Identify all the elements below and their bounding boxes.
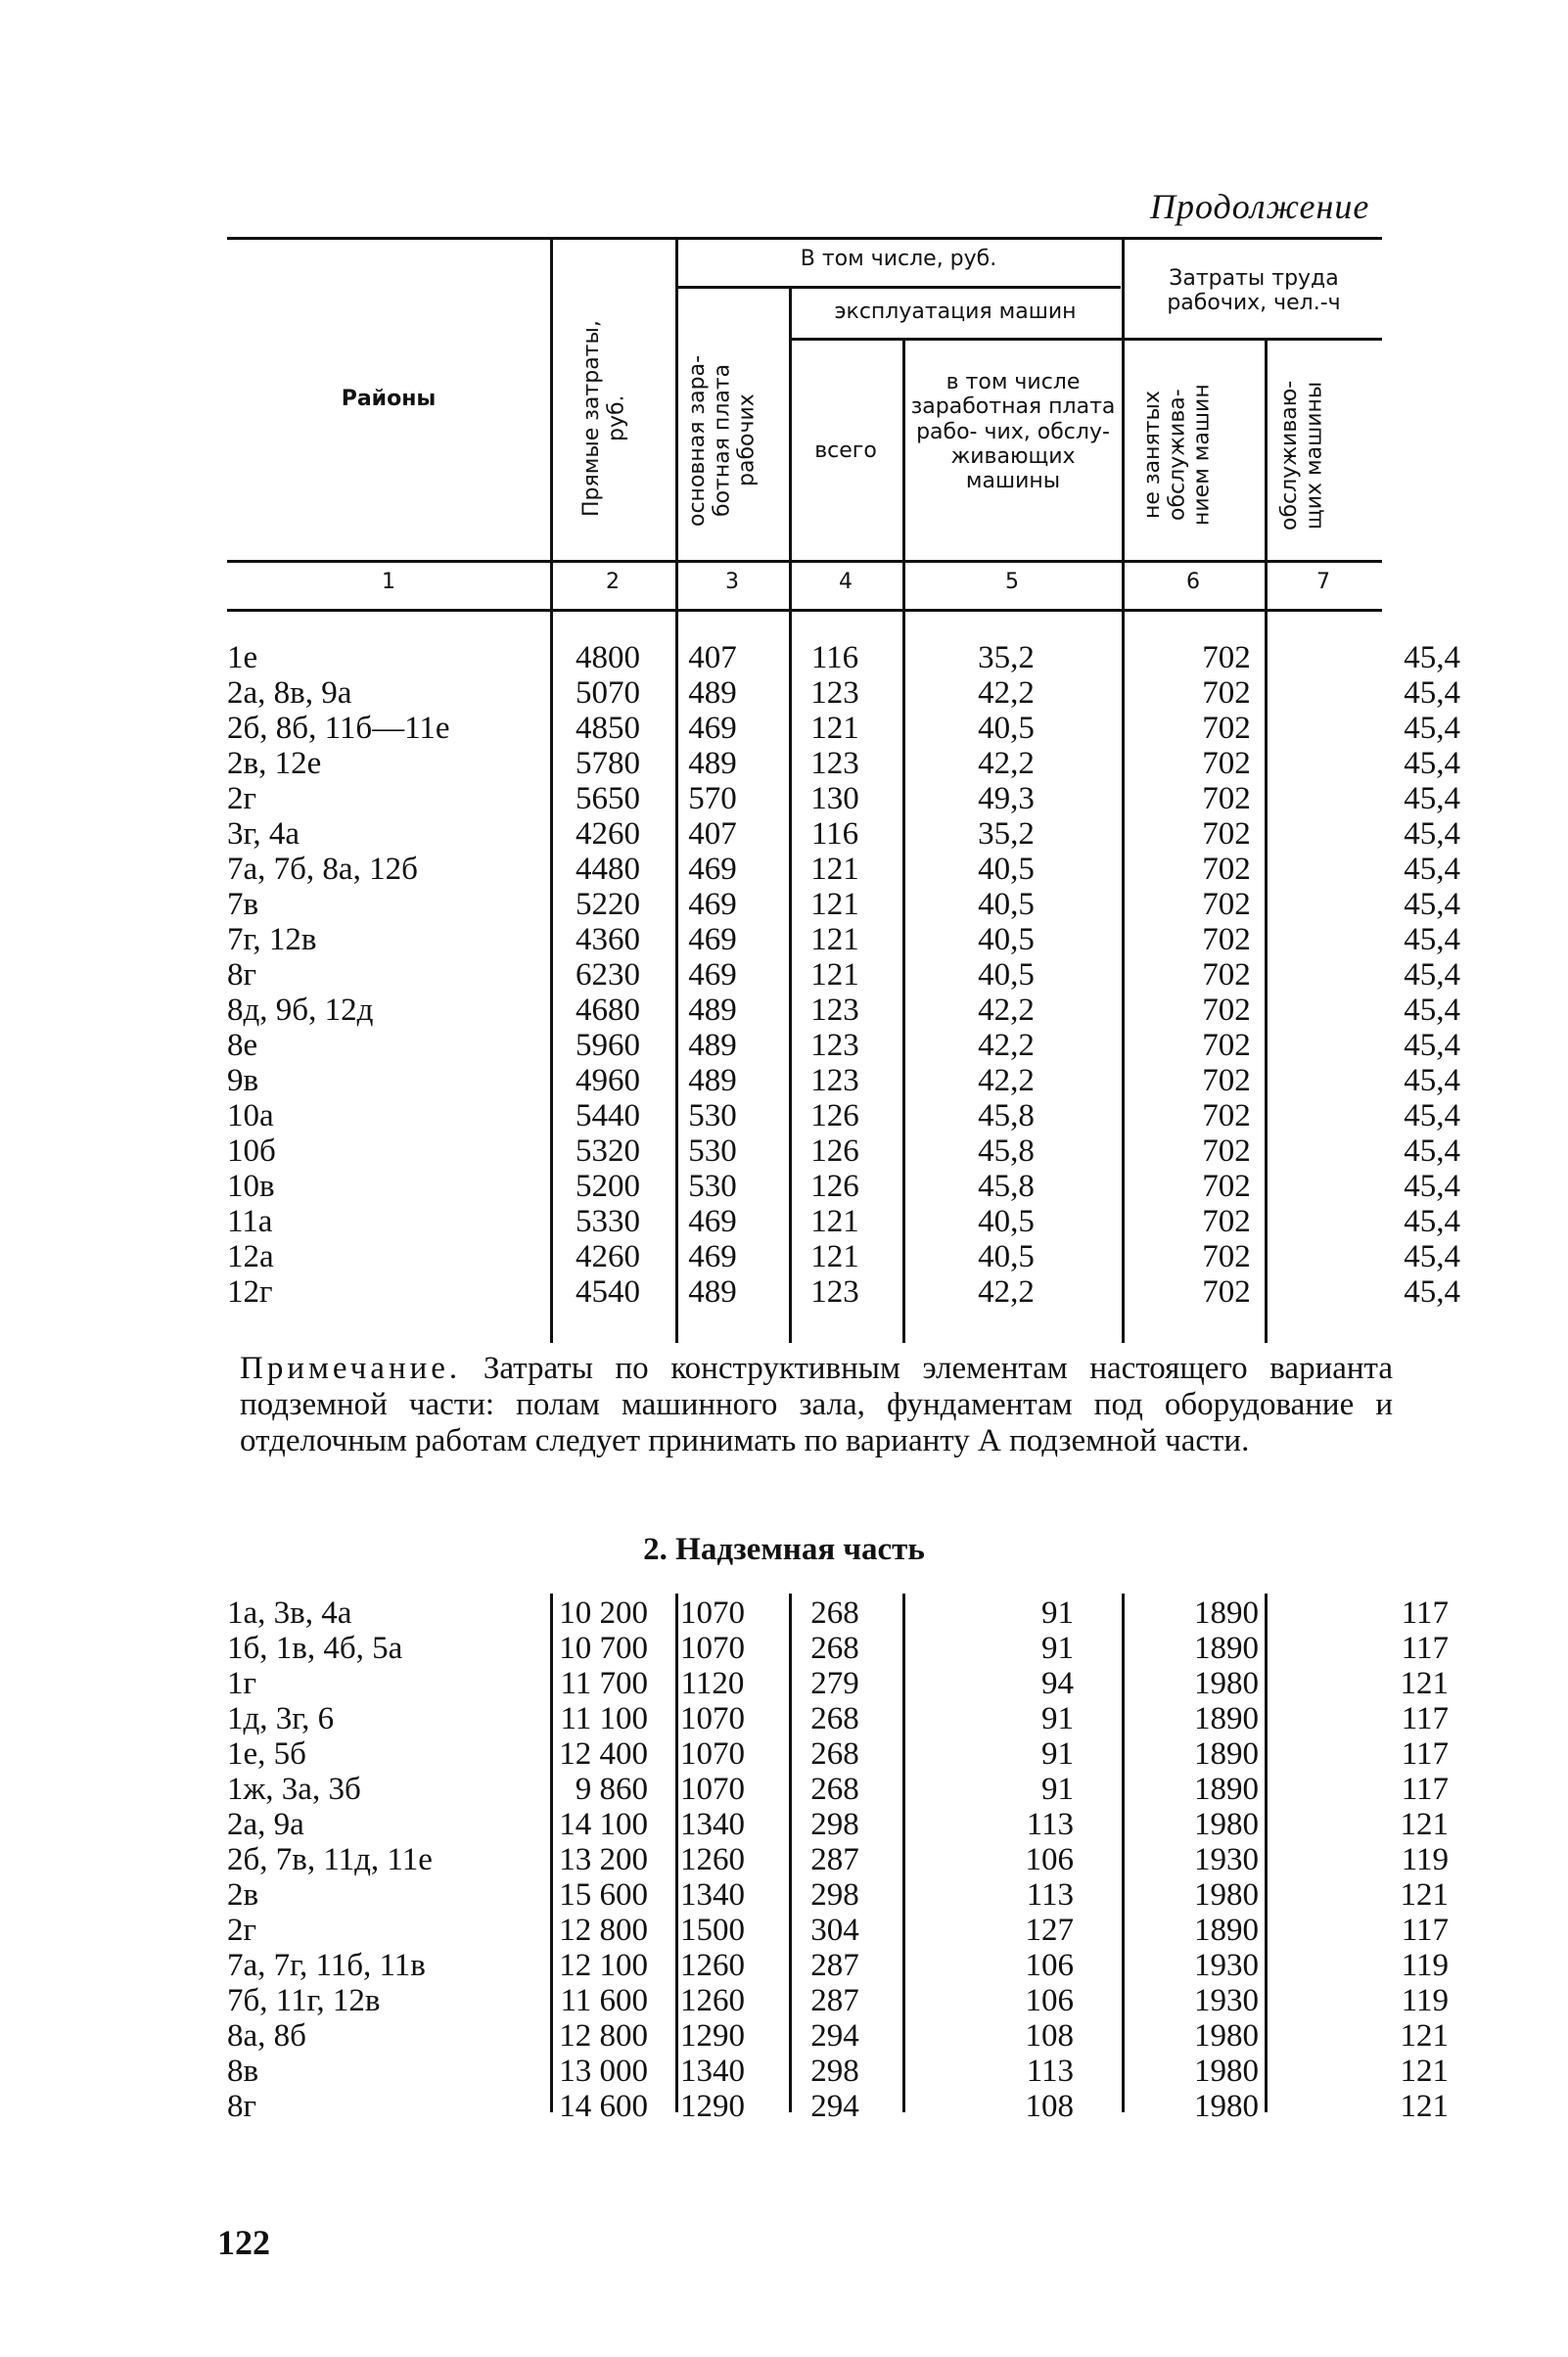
cell-wage: 489 (688, 1063, 737, 1098)
cell-wage: 1070 (680, 1631, 745, 1666)
cell-direct: 4680 (576, 993, 640, 1028)
cell-total: 294 (810, 2089, 859, 2124)
cell-labor-other: 1890 (1194, 1595, 1259, 1631)
cell-region: 1ж, 3а, 3б (227, 1772, 361, 1807)
col-number-4: 4 (839, 570, 853, 594)
cell-region: 1е (227, 640, 258, 675)
cell-region: 2а, 9а (227, 1807, 304, 1842)
cell-region: 2г (227, 1913, 257, 1948)
machines-group-rule (789, 338, 1122, 341)
cell-labor-machine: 45,4 (1404, 746, 1460, 781)
cell-labor-other: 1890 (1194, 1736, 1259, 1772)
cell-total: 121 (810, 957, 859, 993)
cell-labor-machine: 117 (1401, 1736, 1449, 1772)
cell-total: 121 (810, 852, 859, 887)
cell-labor-machine: 45,4 (1404, 1133, 1460, 1169)
cell-direct: 5200 (576, 1169, 640, 1204)
cell-wage: 1500 (680, 1913, 745, 1948)
cell-region: 8в (227, 2054, 259, 2089)
cell-total: 116 (810, 816, 859, 852)
cell-labor-other: 1980 (1194, 2018, 1259, 2054)
header-number-rule (227, 609, 1382, 612)
section-title: 2. Надземная часть (643, 1532, 925, 1567)
cell-mach-wage: 113 (1026, 1877, 1074, 1913)
cell-total: 279 (810, 1666, 859, 1701)
cell-region: 8д, 9б, 12д (227, 993, 374, 1028)
cell-labor-other: 1980 (1194, 1666, 1259, 1701)
cell-total: 298 (810, 1877, 859, 1913)
cell-labor-machine: 121 (1400, 2018, 1449, 2054)
cell-wage: 1340 (680, 1807, 745, 1842)
cell-mach-wage: 35,2 (978, 816, 1035, 852)
cell-direct: 5960 (576, 1028, 640, 1063)
cell-wage: 530 (688, 1133, 737, 1169)
cell-wage: 1070 (680, 1772, 745, 1807)
cell-labor-machine: 121 (1400, 2089, 1449, 2124)
cell-labor-other: 702 (1202, 1274, 1251, 1310)
cell-mach-wage: 40,5 (978, 852, 1035, 887)
cell-labor-machine: 121 (1400, 1877, 1449, 1913)
cell-labor-machine: 45,4 (1404, 852, 1460, 887)
col-number-3: 3 (725, 570, 739, 594)
cell-total: 121 (810, 1239, 859, 1274)
cell-wage: 1070 (680, 1736, 745, 1772)
cell-labor-machine: 117 (1401, 1595, 1449, 1631)
cell-direct: 4480 (576, 852, 640, 887)
cell-mach-wage: 42,2 (978, 675, 1035, 711)
cell-total: 121 (810, 711, 859, 746)
cell-direct: 11 600 (560, 1983, 648, 2018)
cell-wage: 469 (688, 852, 737, 887)
cell-labor-machine: 121 (1400, 1666, 1449, 1701)
header-incl-group: В том числе, руб. (800, 247, 997, 271)
cell-direct: 14 100 (559, 1807, 648, 1842)
cell-labor-other: 1980 (1194, 2089, 1259, 2124)
cell-labor-machine: 45,4 (1404, 1063, 1460, 1098)
cell-labor-machine: 45,4 (1404, 922, 1460, 957)
col-number-1: 1 (382, 570, 395, 594)
note-label: Примечание. (240, 1351, 462, 1386)
cell-region: 2г (227, 781, 257, 816)
cell-wage: 407 (688, 816, 737, 852)
cell-labor-other: 702 (1202, 957, 1251, 993)
cell-direct: 5320 (576, 1133, 640, 1169)
incl-group-rule (675, 286, 1121, 289)
cell-direct: 5650 (576, 781, 640, 816)
cell-mach-wage: 40,5 (978, 711, 1035, 746)
cell-labor-other: 1980 (1194, 1877, 1259, 1913)
cell-direct: 4960 (576, 1063, 640, 1098)
cell-mach-wage: 91 (1041, 1701, 1074, 1736)
cell-direct: 4260 (576, 1239, 640, 1274)
cell-wage: 469 (688, 1239, 737, 1274)
cell-wage: 1340 (680, 2054, 745, 2089)
cell-wage: 1260 (680, 1948, 745, 1983)
cell-mach-wage: 40,5 (978, 922, 1035, 957)
header-bottom-rule (227, 560, 1382, 563)
cell-mach-wage: 91 (1041, 1631, 1074, 1666)
cell-wage: 489 (688, 1274, 737, 1310)
cell-total: 126 (810, 1098, 859, 1133)
cell-region: 11а (227, 1204, 273, 1239)
cell-labor-other: 702 (1202, 675, 1251, 711)
cell-direct: 4540 (576, 1274, 640, 1310)
cell-direct: 9 860 (575, 1772, 648, 1807)
cell-direct: 12 800 (559, 2018, 648, 2054)
cell-region: 2в (227, 1877, 259, 1913)
header-base-wage: основная зара- ботная плата рабочих (685, 354, 760, 527)
cell-direct: 5440 (576, 1098, 640, 1133)
cell-total: 123 (810, 675, 859, 711)
cell-wage: 1260 (680, 1842, 745, 1877)
col-divider-5 (1122, 237, 1125, 1343)
cell-labor-other: 1980 (1194, 2054, 1259, 2089)
col-number-5: 5 (1005, 570, 1019, 594)
cell-mach-wage: 91 (1041, 1595, 1074, 1631)
cell-wage: 530 (688, 1098, 737, 1133)
cell-mach-wage: 42,2 (978, 1028, 1035, 1063)
header-machine-labor: обслуживаю- щих машины (1277, 380, 1327, 531)
cell-labor-machine: 45,4 (1404, 957, 1460, 993)
cell-total: 298 (810, 2054, 859, 2089)
cell-labor-machine: 45,4 (1404, 816, 1460, 852)
cell-region: 7в (227, 887, 259, 922)
cell-direct: 11 100 (560, 1701, 648, 1736)
header-top-rule (227, 237, 1382, 240)
cell-labor-machine: 119 (1401, 1983, 1449, 2018)
cell-mach-wage: 108 (1025, 2089, 1074, 2124)
cell-labor-machine: 45,4 (1404, 781, 1460, 816)
cell-total: 268 (810, 1631, 859, 1666)
cell-labor-machine: 121 (1400, 2054, 1449, 2089)
cell-total: 287 (810, 1983, 859, 2018)
cell-total: 268 (810, 1701, 859, 1736)
cell-wage: 489 (688, 675, 737, 711)
cell-mach-wage: 91 (1041, 1736, 1074, 1772)
cell-total: 126 (810, 1169, 859, 1204)
cell-labor-other: 702 (1202, 1028, 1251, 1063)
note-text: Затраты по конструктивным элементам настоящего варианта подземной части: полам машинного зала, фундаментам под оборудование и отделочным работам следует принимать по варианту А подземной части. (240, 1351, 1394, 1458)
cell-region: 8г (227, 957, 257, 993)
cell-region: 12г (227, 1274, 273, 1310)
cell-region: 10а (227, 1098, 274, 1133)
cell-labor-machine: 45,4 (1404, 711, 1460, 746)
cell-labor-other: 1890 (1194, 1631, 1259, 1666)
cell-labor-other: 702 (1202, 1239, 1251, 1274)
header-labor-group: Затраты труда рабочих, чел.-ч (1167, 266, 1341, 316)
cell-labor-other: 702 (1202, 1204, 1251, 1239)
cell-direct: 10 700 (559, 1631, 648, 1666)
cell-mach-wage: 40,5 (978, 1239, 1035, 1274)
cell-region: 2а, 8в, 9а (227, 675, 352, 711)
cell-direct: 12 800 (559, 1913, 648, 1948)
cell-labor-machine: 119 (1401, 1948, 1449, 1983)
cell-labor-machine: 117 (1401, 1772, 1449, 1807)
col-number-6: 6 (1186, 570, 1200, 594)
t2-divider-5 (1122, 1594, 1125, 2112)
page-number: 122 (217, 2223, 270, 2262)
cell-labor-other: 702 (1202, 1169, 1251, 1204)
cell-region: 3г, 4а (227, 816, 300, 852)
cell-region: 2б, 7в, 11д, 11е (227, 1842, 433, 1877)
cell-wage: 1290 (680, 2018, 745, 2054)
cell-labor-machine: 117 (1401, 1631, 1449, 1666)
cell-wage: 1120 (680, 1666, 745, 1701)
cell-direct: 4360 (576, 922, 640, 957)
cell-direct: 13 200 (559, 1842, 648, 1877)
cell-total: 121 (810, 887, 859, 922)
cell-region: 7а, 7б, 8а, 12б (227, 852, 418, 887)
cell-wage: 469 (688, 887, 737, 922)
cell-labor-other: 702 (1202, 993, 1251, 1028)
cell-labor-machine: 45,4 (1404, 640, 1460, 675)
cell-mach-wage: 49,3 (978, 781, 1035, 816)
cell-labor-other: 702 (1202, 711, 1251, 746)
cell-labor-other: 702 (1202, 781, 1251, 816)
header-machines-total: всего (814, 439, 877, 463)
cell-wage: 469 (688, 922, 737, 957)
cell-labor-other: 702 (1202, 1133, 1251, 1169)
cell-total: 304 (810, 1913, 859, 1948)
cell-total: 298 (810, 1807, 859, 1842)
cell-direct: 12 100 (559, 1948, 648, 1983)
cell-wage: 1070 (680, 1595, 745, 1631)
cell-direct: 5780 (576, 746, 640, 781)
cell-mach-wage: 35,2 (978, 640, 1035, 675)
cell-labor-other: 702 (1202, 640, 1251, 675)
cell-region: 7г, 12в (227, 922, 317, 957)
cell-total: 130 (810, 781, 859, 816)
cell-labor-other: 702 (1202, 922, 1251, 957)
cell-mach-wage: 40,5 (978, 1204, 1035, 1239)
cell-total: 123 (810, 1274, 859, 1310)
cell-labor-other: 1930 (1194, 1948, 1259, 1983)
cell-mach-wage: 106 (1025, 1948, 1074, 1983)
cell-mach-wage: 45,8 (978, 1133, 1035, 1169)
cell-region: 8е (227, 1028, 258, 1063)
cell-mach-wage: 108 (1025, 2018, 1074, 2054)
cell-mach-wage: 127 (1025, 1913, 1074, 1948)
cell-labor-machine: 45,4 (1404, 1028, 1460, 1063)
cell-region: 1д, 3г, 6 (227, 1701, 335, 1736)
cell-total: 268 (810, 1736, 859, 1772)
cell-labor-machine: 45,4 (1404, 1098, 1460, 1133)
cell-direct: 13 000 (559, 2054, 648, 2089)
cell-mach-wage: 113 (1026, 1807, 1074, 1842)
col-number-2: 2 (606, 570, 620, 594)
cell-labor-machine: 117 (1401, 1913, 1449, 1948)
cell-total: 123 (810, 993, 859, 1028)
cell-labor-other: 1980 (1194, 1807, 1259, 1842)
cell-region: 8г (227, 2089, 257, 2124)
cell-region: 2б, 8б, 11б—11е (227, 711, 450, 746)
cell-wage: 1070 (680, 1701, 745, 1736)
cell-wage: 469 (688, 1204, 737, 1239)
cell-labor-machine: 45,4 (1404, 1239, 1460, 1274)
cell-direct: 4260 (576, 816, 640, 852)
cell-labor-machine: 119 (1401, 1842, 1449, 1877)
cell-region: 1е, 5б (227, 1736, 306, 1772)
col-number-7: 7 (1316, 570, 1330, 594)
cell-labor-machine: 45,4 (1404, 1204, 1460, 1239)
cell-region: 10б (227, 1133, 276, 1169)
cell-total: 123 (810, 1063, 859, 1098)
labor-group-rule (1122, 338, 1382, 341)
cell-region: 1б, 1в, 4б, 5а (227, 1631, 403, 1666)
cell-labor-machine: 45,4 (1404, 1169, 1460, 1204)
cell-total: 116 (810, 640, 859, 675)
cell-labor-machine: 121 (1400, 1807, 1449, 1842)
cell-mach-wage: 45,8 (978, 1098, 1035, 1133)
cell-region: 1а, 3в, 4а (227, 1595, 352, 1631)
cell-region: 10в (227, 1169, 275, 1204)
cell-wage: 1290 (680, 2089, 745, 2124)
cell-mach-wage: 94 (1041, 1666, 1074, 1701)
cell-wage: 1340 (680, 1877, 745, 1913)
cell-total: 287 (810, 1948, 859, 1983)
cell-direct: 15 600 (559, 1877, 648, 1913)
cell-mach-wage: 106 (1025, 1842, 1074, 1877)
cell-labor-other: 1930 (1194, 1842, 1259, 1877)
cell-mach-wage: 106 (1025, 1983, 1074, 2018)
cell-labor-machine: 45,4 (1404, 675, 1460, 711)
cell-direct: 4850 (576, 711, 640, 746)
cell-total: 294 (810, 2018, 859, 2054)
cell-direct: 5330 (576, 1204, 640, 1239)
cell-labor-other: 702 (1202, 852, 1251, 887)
cell-region: 7а, 7г, 11б, 11в (227, 1948, 426, 1983)
cell-region: 9в (227, 1063, 259, 1098)
cell-direct: 11 700 (560, 1666, 648, 1701)
cell-labor-other: 702 (1202, 1098, 1251, 1133)
cell-mach-wage: 42,2 (978, 1274, 1035, 1310)
cell-mach-wage: 42,2 (978, 993, 1035, 1028)
cell-mach-wage: 113 (1026, 2054, 1074, 2089)
cell-labor-other: 1890 (1194, 1772, 1259, 1807)
cell-mach-wage: 91 (1041, 1772, 1074, 1807)
cell-labor-other: 1930 (1194, 1983, 1259, 2018)
cell-labor-other: 702 (1202, 816, 1251, 852)
cell-wage: 489 (688, 1028, 737, 1063)
cell-mach-wage: 42,2 (978, 1063, 1035, 1098)
cell-direct: 5220 (576, 887, 640, 922)
cell-mach-wage: 40,5 (978, 887, 1035, 922)
cell-labor-other: 702 (1202, 1063, 1251, 1098)
note (240, 1351, 1393, 1459)
cell-labor-machine: 45,4 (1404, 887, 1460, 922)
cell-wage: 530 (688, 1169, 737, 1204)
header-not-machine-labor: не занятых обслужива- нием машин (1140, 384, 1215, 527)
cell-labor-machine: 45,4 (1404, 993, 1460, 1028)
cell-labor-machine: 117 (1401, 1701, 1449, 1736)
cell-labor-other: 702 (1202, 746, 1251, 781)
t2-divider-4 (902, 1594, 905, 2112)
cell-total: 121 (810, 1204, 859, 1239)
cell-total: 126 (810, 1133, 859, 1169)
cell-region: 1г (227, 1666, 257, 1701)
cell-total: 121 (810, 922, 859, 957)
cell-labor-other: 1890 (1194, 1701, 1259, 1736)
cell-labor-other: 702 (1202, 887, 1251, 922)
cell-wage: 469 (688, 957, 737, 993)
header-machines-group: эксплуатация машин (834, 300, 1077, 324)
cell-direct: 10 200 (559, 1595, 648, 1631)
cell-total: 123 (810, 746, 859, 781)
cell-region: 12а (227, 1239, 274, 1274)
cell-wage: 489 (688, 993, 737, 1028)
cell-direct: 4800 (576, 640, 640, 675)
cell-mach-wage: 42,2 (978, 746, 1035, 781)
header-direct-costs: Прямые затраты, руб. (579, 320, 629, 517)
cell-region: 8а, 8б (227, 2018, 306, 2054)
header-machine-wage: в том числе заработная плата рабо- чих, обслу- живающих машины (910, 370, 1116, 494)
cell-mach-wage: 45,8 (978, 1169, 1035, 1204)
cell-wage: 489 (688, 746, 737, 781)
cell-labor-machine: 45,4 (1404, 1274, 1460, 1310)
cell-total: 287 (810, 1842, 859, 1877)
cell-direct: 6230 (576, 957, 640, 993)
cell-wage: 570 (688, 781, 737, 816)
cell-wage: 469 (688, 711, 737, 746)
header-regions: Районы (341, 387, 437, 411)
cell-region: 2в, 12е (227, 746, 322, 781)
cell-wage: 1260 (680, 1983, 745, 2018)
cell-total: 268 (810, 1595, 859, 1631)
cell-labor-other: 1890 (1194, 1913, 1259, 1948)
cell-total: 268 (810, 1772, 859, 1807)
cell-direct: 12 400 (559, 1736, 648, 1772)
cell-wage: 407 (688, 640, 737, 675)
cell-direct: 5070 (576, 675, 640, 711)
cell-mach-wage: 40,5 (978, 957, 1035, 993)
cell-region: 7б, 11г, 12в (227, 1983, 381, 2018)
continuation-label: Продолжение (1150, 187, 1370, 226)
cell-total: 123 (810, 1028, 859, 1063)
cell-direct: 14 600 (559, 2089, 648, 2124)
